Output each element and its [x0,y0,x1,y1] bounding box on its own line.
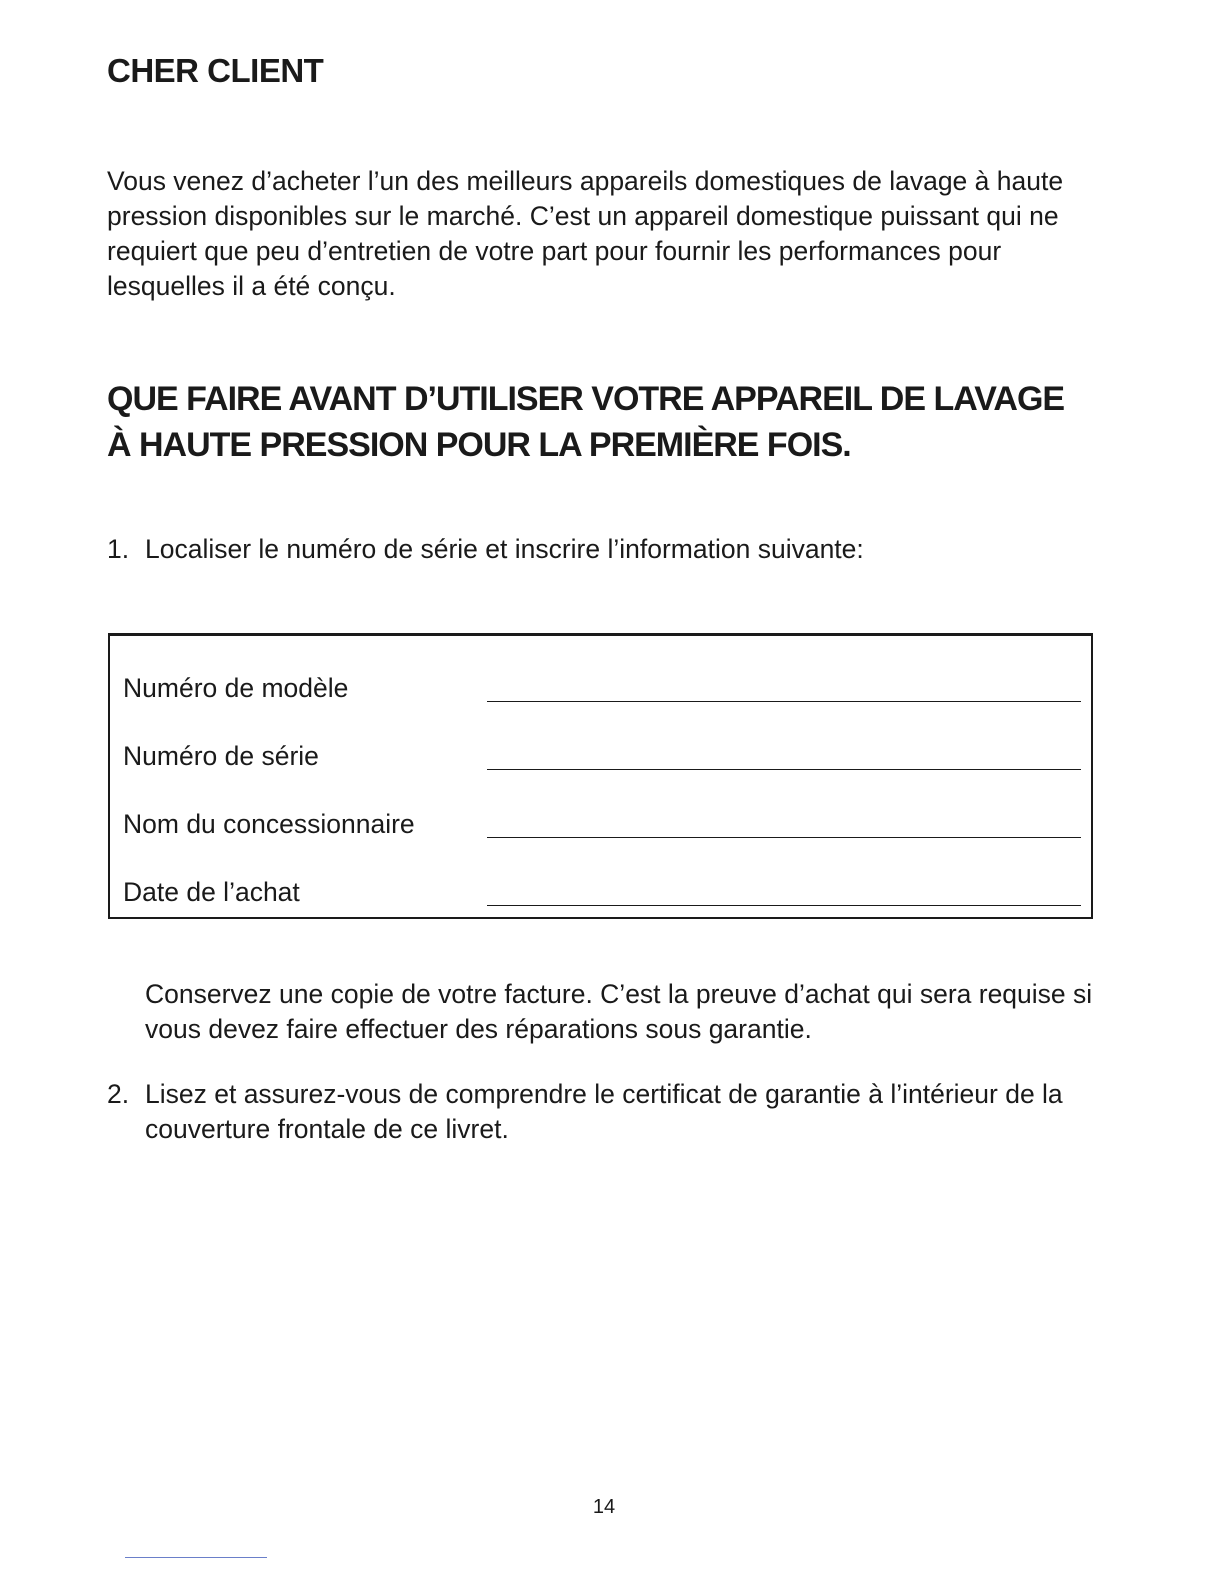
footer-rule [125,1557,267,1558]
purchase-date-blank-line[interactable] [487,905,1081,906]
step-2-number: 2. [107,1079,130,1109]
step-1-text: Localiser le numéro de série et inscrire l’information suivante: [145,534,864,564]
section-title-line1: QUE FAIRE AVANT D’UTILISER VOTRE APPAREIL DE LAVAGE [107,380,1065,418]
section-title [107,376,1107,468]
form-label-dealer-name: Nom du concessionnaire [123,809,415,839]
page-number: 14 [592,1496,616,1518]
step-2 [107,1077,1102,1147]
section-title-line2: À HAUTE PRESSION POUR LA PREMIÈRE FOIS. [107,426,851,464]
form-label-purchase-date: Date de l’achat [123,877,300,907]
registration-form-box [108,633,1093,919]
page-heading: CHER CLIENT [107,52,324,89]
form-label-model-number: Numéro de modèle [123,673,349,703]
dealer-name-blank-line[interactable] [487,837,1081,838]
model-number-blank-line[interactable] [487,701,1081,702]
form-row-model-number [123,668,1083,708]
invoice-note: Conservez une copie de votre facture. C’est la preuve d’achat qui sera requise si vous devez faire effectuer des réparations sous garantie. [145,979,1093,1044]
form-label-serial-number: Numéro de série [123,741,319,771]
form-row-purchase-date [123,872,1083,912]
step-2-text-line1: Lisez et assurez-vous de comprendre le certificat de garantie à l’intérieur de la [145,1079,1063,1109]
serial-number-blank-line[interactable] [487,769,1081,770]
intro-paragraph: Vous venez d’acheter l’un des meilleurs appareils domestiques de lavage à haute pression disponibles sur le marché. C’est un appareil domestique puissant qui ne requiert que peu d’entretien de votre part pour fournir les performances pour lesquelles il a été conçu. [107,166,1064,301]
step-1 [107,532,1102,567]
form-row-serial-number [123,736,1083,776]
step-1-number: 1. [107,534,130,564]
step-2-text-line2: couverture frontale de ce livret. [145,1114,509,1144]
form-row-dealer-name [123,804,1083,844]
